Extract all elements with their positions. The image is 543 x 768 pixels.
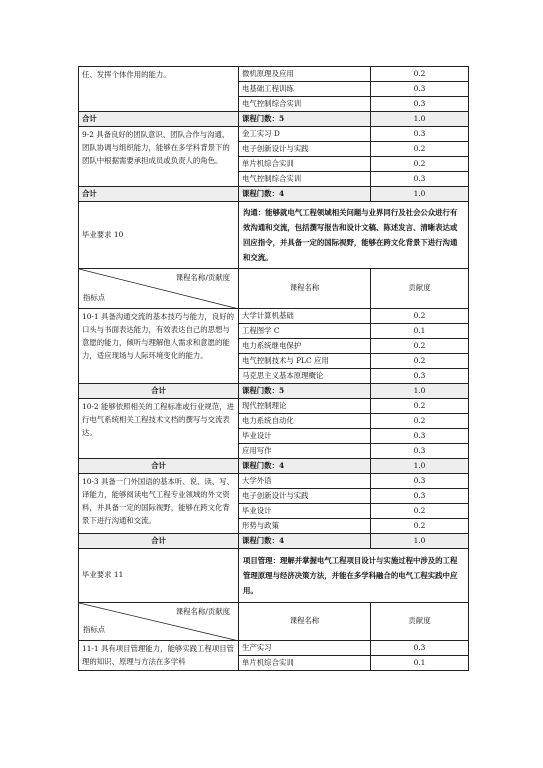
course-count: 课程门数：4 [239,187,371,202]
course-name: 形势与政策 [239,519,371,534]
indicator-text: 10-3 具备一门外国语的基本听、说、读、写、译能力，能够阅读电气工程专业领域的外文资料，并具备一定的国际视野，能够在跨文化背景下进行沟通和交流。 [79,474,239,534]
course-name: 生产实习 [239,641,371,656]
total-label: 合计 [79,187,239,202]
indicator-text: 10-1 具备沟通交流的基本技巧与能力，良好的口头与书面表达能力，有效表达自己的思想与意愿的能力，倾听与理解他人需求和意愿的能力，适应现场与人际环境变化的能力。 [79,309,239,384]
header-indicator-label: 指标点 [83,293,106,303]
contribution-value: 0.2 [371,339,469,354]
contribution-total: 1.0 [371,112,469,127]
contribution-value: 0.3 [371,369,469,384]
table-row [79,399,469,414]
requirement-description: 沟通：能够就电气工程领域相关问题与业界同行及社会公众进行有效沟通和交流，包括撰写报告和设计文稿、陈述发言、清晰表达或回应指令，并具备一定的国际视野，能够在跨文化背景下进行沟通和交流。 [239,202,469,269]
requirement-row [79,202,469,269]
contribution-value: 0.3 [371,444,469,459]
contribution-value: 0.3 [371,429,469,444]
table-row [79,309,469,324]
total-row [79,112,469,127]
contribution-value: 0.3 [371,172,469,187]
header-contribution: 贡献度 [371,269,469,309]
course-name: 工程图学 C [239,324,371,339]
requirement-description: 项目管理：理解并掌握电气工程项目设计与实施过程中涉及的工程管理原理与经济决策方法，并能在多学科融合的电气工程实践中应用。 [239,549,469,603]
contribution-value: 0.2 [371,504,469,519]
requirement-row [79,549,469,603]
total-label: 合计 [79,112,239,127]
course-name: 毕业设计 [239,429,371,444]
contribution-total: 1.0 [371,459,469,474]
contribution-value: 0.2 [371,67,469,82]
contribution-value: 0.2 [371,399,469,414]
header-course-contribution-label: 课程名称/贡献度 [175,273,230,282]
indicator-text: 9-2 具备良好的团队意识、团队合作与沟通、团队协调与组织能力，能够在多学科背景下的团队中根据需要承担成员或负责人的角色。 [79,127,239,187]
diagonal-header-cell [79,603,239,641]
course-name: 单片机综合实训 [239,157,371,172]
contribution-value: 0.1 [371,324,469,339]
course-name: 电气控制综合实训 [239,172,371,187]
course-count: 课程门数：5 [239,384,371,399]
column-header-row [79,269,469,309]
course-count: 课程门数：4 [239,534,371,549]
course-name: 电子创新设计与实践 [239,142,371,157]
document-page [78,66,468,671]
contribution-value: 0.3 [371,474,469,489]
indicator-text: 11-1 具有项目管理能力，能够实践工程项目管理的知识、原理与方法在多学科 [79,641,239,671]
contribution-value: 0.2 [371,309,469,324]
column-header-row [79,603,469,641]
contribution-value: 0.2 [371,519,469,534]
course-name: 单片机综合实训 [239,656,371,671]
table-row [79,474,469,489]
total-label: 合计 [79,384,239,399]
requirement-label: 毕业要求 10 [79,202,239,269]
course-count: 课程门数：4 [239,459,371,474]
header-course-name: 课程名称 [239,603,371,641]
requirement-label: 毕业要求 11 [79,549,239,603]
course-name: 电气控制技术与 PLC 应用 [239,354,371,369]
course-name: 电力系统自动化 [239,414,371,429]
course-name: 微机原理及应用 [239,67,371,82]
course-name: 应用写作 [239,444,371,459]
table-row [79,127,469,142]
course-name: 电基础工程训练 [239,82,371,97]
total-row [79,459,469,474]
course-count: 课程门数：5 [239,112,371,127]
contribution-value: 0.2 [371,414,469,429]
course-name: 金工实习 D [239,127,371,142]
contribution-value: 0.2 [371,157,469,172]
contribution-value: 0.3 [371,489,469,504]
table-body [79,67,469,671]
contribution-total: 1.0 [371,187,469,202]
total-label: 合计 [79,459,239,474]
header-course-name: 课程名称 [239,269,371,309]
contribution-value: 0.3 [371,82,469,97]
table-row [79,67,469,82]
course-name: 大学外语 [239,474,371,489]
course-name: 现代控制理论 [239,399,371,414]
contribution-value: 0.3 [371,127,469,142]
course-name: 马克思主义基本原理概论 [239,369,371,384]
course-name: 大学计算机基础 [239,309,371,324]
indicator-text: 10-2 能够依照相关的工程标准或行业规范，进行电气系统相关工程技术文档的撰写与交流表达。 [79,399,239,459]
indicator-text: 任、发挥个体作用的能力。 [79,67,239,112]
header-indicator-label: 指标点 [83,625,106,635]
course-name: 电子创新设计与实践 [239,489,371,504]
contribution-value: 0.2 [371,142,469,157]
course-name: 毕业设计 [239,504,371,519]
diagonal-header-cell [79,269,239,309]
contribution-total: 1.0 [371,384,469,399]
contribution-total: 1.0 [371,534,469,549]
total-row [79,384,469,399]
table-row [79,641,469,656]
contribution-value: 0.1 [371,656,469,671]
header-course-contribution-label: 课程名称/贡献度 [175,607,230,616]
course-name: 电力系统继电保护 [239,339,371,354]
total-row [79,187,469,202]
graduation-requirement-table [78,66,469,671]
contribution-value: 0.3 [371,641,469,656]
total-label: 合计 [79,534,239,549]
total-row [79,534,469,549]
course-name: 电气控制综合实训 [239,97,371,112]
contribution-value: 0.2 [371,354,469,369]
header-contribution: 贡献度 [371,603,469,641]
contribution-value: 0.3 [371,97,469,112]
